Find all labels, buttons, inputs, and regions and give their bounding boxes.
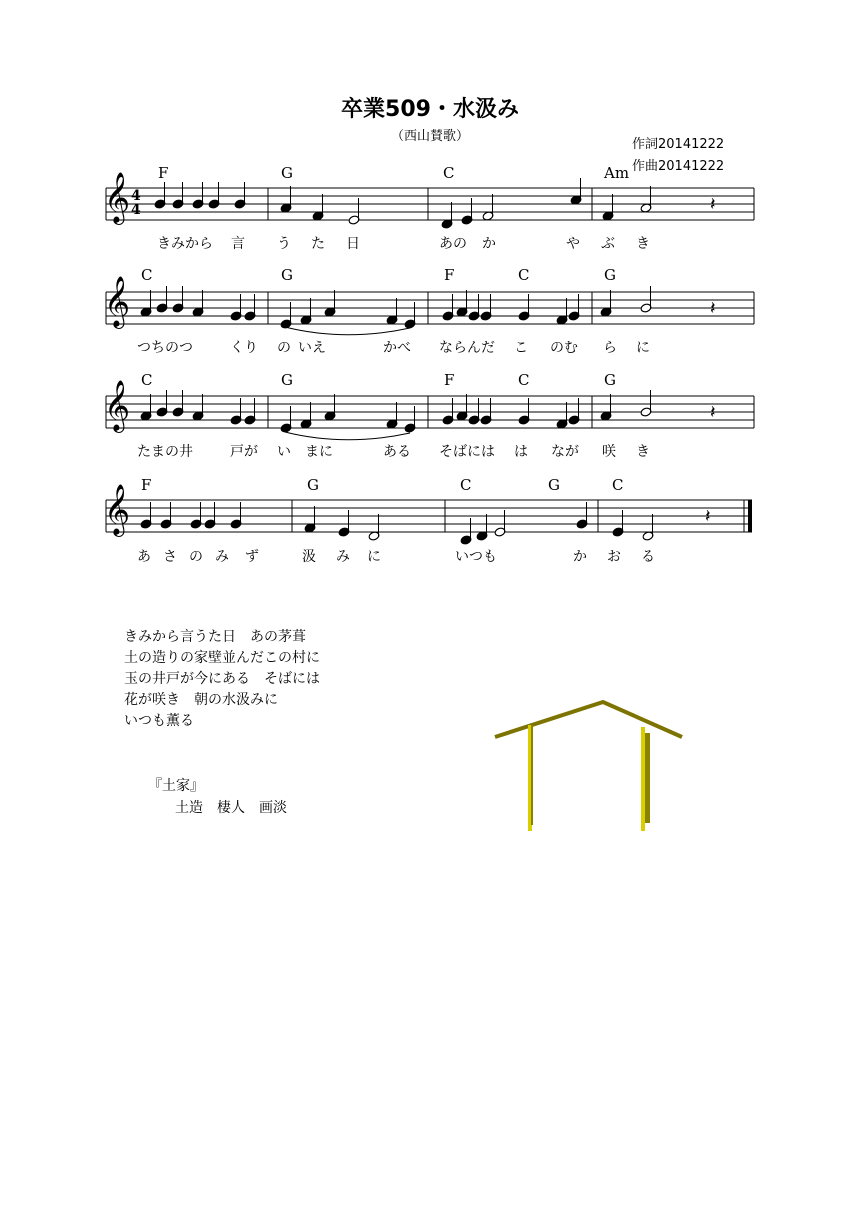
- chord-symbol: G: [604, 266, 616, 284]
- music-credit: 作曲20141222: [632, 159, 725, 174]
- chord-symbol: C: [518, 371, 530, 389]
- lyric-syllable: 咲: [602, 444, 616, 460]
- poem-text: [124, 627, 320, 732]
- lyric-syllable: 戸が: [230, 444, 258, 460]
- poem-line: 玉の井戸が今にある そばには: [124, 671, 320, 687]
- song-title: 卒業509・水汲み: [341, 97, 519, 122]
- time-signature-bottom: 4: [131, 202, 141, 218]
- time-signature-top: 4: [131, 188, 141, 204]
- lyric-syllable: つちのつ: [137, 340, 193, 356]
- lyric-syllable: い: [277, 444, 291, 460]
- lyric-syllable: さ: [163, 549, 177, 565]
- artwork-title: 『土家』: [148, 778, 204, 794]
- lyric-syllable: み: [336, 549, 350, 565]
- lyric-syllable: の: [189, 549, 203, 565]
- music-score: [0, 0, 860, 580]
- lyric-syllable: の: [277, 340, 291, 356]
- lyric-syllable: お: [607, 549, 621, 565]
- lyric-syllable: なが: [551, 444, 579, 460]
- lyric-syllable: は: [514, 444, 528, 460]
- quarter-rest-icon: 𝄽: [710, 402, 716, 423]
- song-subtitle: （西山賛歌）: [390, 129, 469, 144]
- lyric-syllable: ら: [603, 340, 617, 356]
- chord-symbol: F: [444, 371, 455, 389]
- poem-line: きみから言うた日 あの茅葺: [124, 629, 306, 645]
- lyric-syllable: う: [277, 236, 291, 252]
- artwork-author: 土造 棲人 画淡: [175, 800, 287, 816]
- treble-clef-icon: 𝄞: [104, 484, 131, 535]
- lyric-syllable: 日: [346, 236, 360, 252]
- lyric-syllable: み: [215, 549, 229, 565]
- chord-symbol: F: [141, 476, 152, 494]
- lyric-syllable: ぶ: [601, 236, 615, 252]
- quarter-rest-icon: 𝄽: [705, 506, 711, 527]
- chord-symbol: Am: [604, 164, 630, 182]
- lyric-syllable: に: [636, 340, 650, 356]
- lyric-syllable: 言: [231, 236, 245, 252]
- final-barline-thick: [748, 500, 752, 532]
- lyric-syllable: た: [311, 236, 325, 252]
- lyric-syllable: に: [367, 549, 381, 565]
- lyric-syllable: かべ: [383, 340, 411, 356]
- treble-clef-icon: 𝄞: [104, 172, 131, 223]
- lyric-syllable: 汲: [302, 549, 316, 565]
- lyric-syllable: ならんだ: [439, 340, 495, 356]
- chord-symbol: C: [518, 266, 530, 284]
- chord-symbol: G: [281, 164, 293, 182]
- lyric-syllable: き: [636, 444, 650, 460]
- chord-symbol: G: [604, 371, 616, 389]
- lyric-syllable: こ: [514, 340, 528, 356]
- house-roof: [495, 702, 682, 737]
- house-post-right: [641, 727, 645, 831]
- chord-symbol: C: [443, 164, 455, 182]
- lyric-syllable: あ: [137, 549, 151, 565]
- lyric-syllable: か: [482, 236, 496, 252]
- lyric-syllable: くり: [230, 340, 258, 356]
- poem-line: 花が咲き 朝の水汲みに: [124, 692, 278, 708]
- chord-symbol: F: [444, 266, 455, 284]
- chord-symbol: G: [307, 476, 319, 494]
- quarter-rest-icon: 𝄽: [710, 298, 716, 319]
- lyric-syllable: あの: [439, 236, 467, 252]
- lyric-syllable: たまの井: [137, 444, 193, 460]
- lyric-syllable: る: [641, 549, 655, 565]
- house-post-right-shadow: [645, 733, 650, 823]
- lyrics-credit: 作詞20141222: [632, 137, 725, 152]
- lyric-syllable: ある: [383, 444, 411, 460]
- lyric-syllable: いえ: [298, 340, 326, 356]
- lyric-syllable: そばには: [439, 444, 495, 460]
- chord-symbol: C: [460, 476, 472, 494]
- lyric-syllable: いつも: [455, 549, 497, 565]
- poem-line: いつも薫る: [124, 713, 194, 729]
- lyric-syllable: まに: [305, 444, 333, 460]
- poem-line: 土の造りの家壁並んだこの村に: [124, 650, 320, 666]
- lyric-syllable: き: [636, 236, 650, 252]
- lyric-syllable: ず: [245, 549, 259, 565]
- slur: [285, 327, 410, 335]
- quarter-rest-icon: 𝄽: [710, 194, 716, 215]
- lyric-syllable: か: [573, 549, 587, 565]
- house-post-left-shadow: [531, 725, 533, 825]
- chord-symbol: G: [548, 476, 560, 494]
- treble-clef-icon: 𝄞: [104, 276, 131, 327]
- lyric-syllable: きみから: [157, 236, 213, 252]
- house-illustration: [490, 695, 690, 855]
- chord-symbol: F: [158, 164, 169, 182]
- chord-symbol: G: [281, 266, 293, 284]
- slur: [285, 432, 410, 440]
- chord-symbol: C: [612, 476, 624, 494]
- chord-symbol: G: [281, 371, 293, 389]
- lyric-syllable: のむ: [550, 340, 578, 356]
- treble-clef-icon: 𝄞: [104, 380, 131, 431]
- chord-symbol: C: [141, 266, 153, 284]
- lyric-syllable: や: [566, 236, 580, 252]
- chord-symbol: C: [141, 371, 153, 389]
